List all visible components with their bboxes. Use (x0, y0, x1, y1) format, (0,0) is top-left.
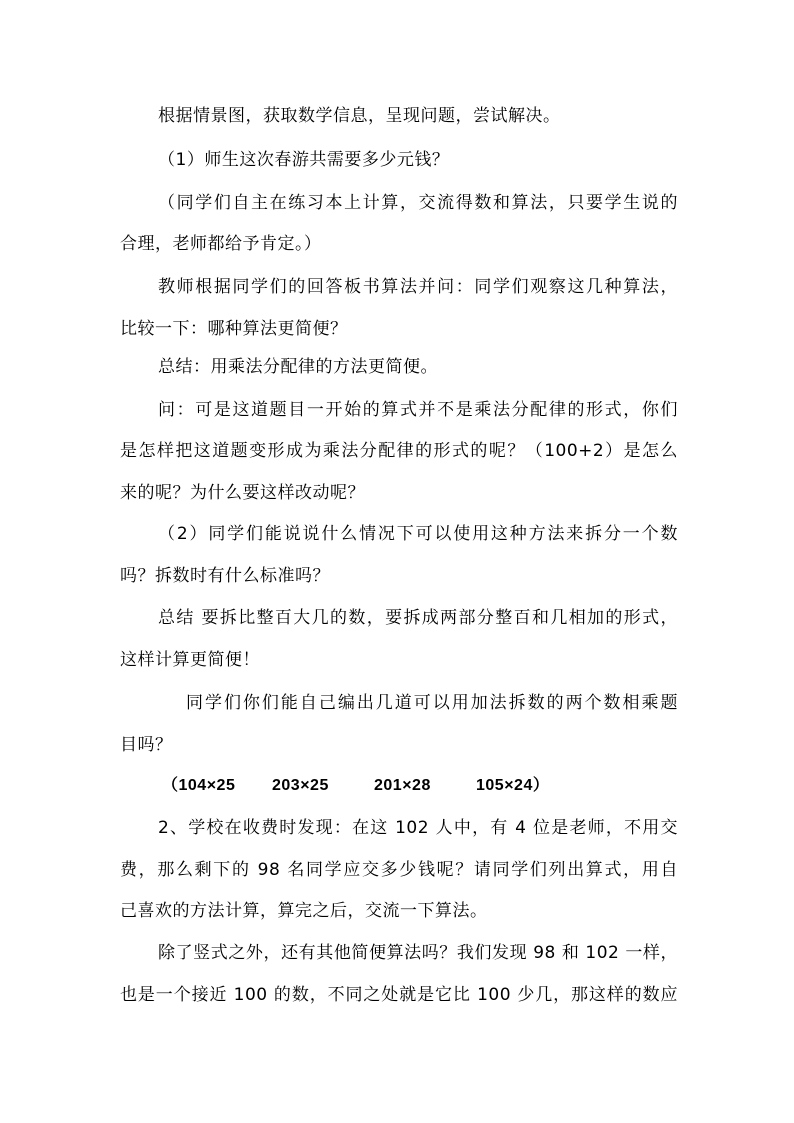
problem-2-line-2: 费，那么剩下的 98 名同学应交多少钱呢？请同学们列出算式，用自 (120, 860, 678, 880)
exercise-list (162, 774, 582, 798)
ask-line-1: 问：可是这道题目一开始的算式并不是乘法分配律的形式，你们 (158, 400, 678, 420)
ask-line-3: 来的呢？为什么要这样改动呢？ (120, 483, 365, 503)
question-1: （1）师生这次春游共需要多少元钱？ (158, 150, 450, 170)
paragraph-intro: 根据情景图，获取数学信息，呈现问题，尝试解决。 (158, 106, 561, 126)
challenge-line-2: 目吗？ (120, 735, 173, 755)
challenge-line-1: 同学们你们能自己编出几道可以用加法拆数的两个数相乘题 (186, 693, 678, 713)
ask-line-2: 是怎样把这道题变形成为乘法分配律的形式的呢？（100+2）是怎么 (120, 441, 678, 461)
exercise-open: （104×25 (162, 777, 236, 794)
note-line-2: 合理，老师都给予肯定。） (120, 234, 322, 254)
exercise-item: 105×24） (476, 777, 550, 794)
exercise-item: 203×25 (272, 777, 329, 794)
teacher-line-2: 比较一下：哪种算法更简便？ (120, 319, 348, 339)
note-line-1: （同学们自主在练习本上计算，交流得数和算法，只要学生说的 (158, 193, 678, 213)
problem-2-line-1: 2、学校在收费时发现：在这 102 人中，有 4 位是老师，不用交 (158, 818, 678, 838)
summary-2-line-2: 这样计算更简便！ (120, 650, 260, 670)
summary-2-line-1: 总结 要拆比整百大几的数，要拆成两部分整百和几相加的形式， (158, 608, 678, 628)
alt-method-line-2: 也是一个接近 100 的数，不同之处就是它比 100 少几，那这样的数应 (120, 985, 678, 1005)
alt-method-line-1: 除了竖式之外，还有其他简便算法吗？我们发现 98 和 102 一样， (158, 943, 678, 963)
teacher-line-1: 教师根据同学们的回答板书算法并问：同学们观察这几种算法， (158, 277, 678, 297)
exercise-item: 201×28 (374, 777, 431, 794)
problem-2-line-3: 己喜欢的方法计算，算完之后，交流一下算法。 (120, 901, 488, 921)
summary-1: 总结：用乘法分配律的方法更简便。 (158, 357, 438, 377)
question-2-line-2: 吗？拆数时有什么标准吗？ (120, 566, 330, 586)
question-2-line-1: （2）同学们能说说什么情况下可以使用这种方法来拆分一个数 (158, 524, 678, 544)
